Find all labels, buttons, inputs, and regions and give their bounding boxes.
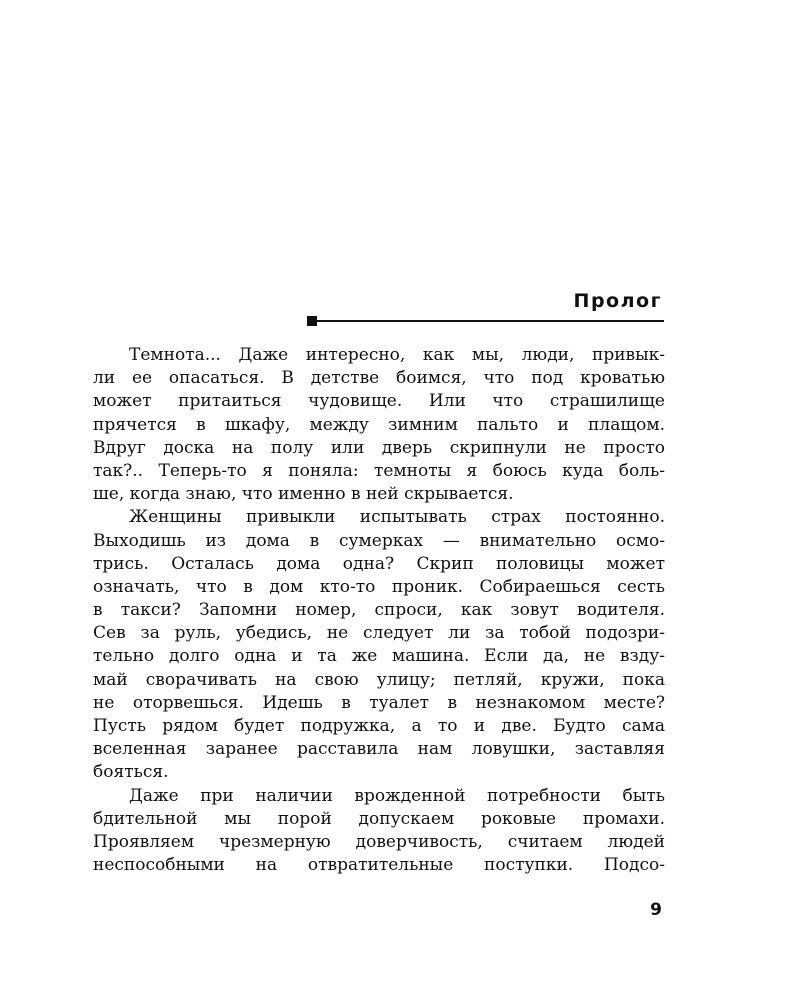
- text-line: Вдруг доска на полу или дверь скрипнули не просто: [93, 437, 665, 458]
- text-line: неспособными на отвратительные поступки. Подсо-: [93, 855, 665, 876]
- text-line: трись. Осталась дома одна? Скрип половицы может: [93, 553, 665, 574]
- text-line: бдительной мы порой допускаем роковые промахи.: [93, 808, 665, 829]
- chapter-title: Пролог: [573, 290, 662, 312]
- text-line: Женщины привыкли испытывать страх постоянно.: [129, 507, 665, 528]
- title-rule: [310, 320, 664, 322]
- text-line: тельно долго одна и та же машина. Если да, не взду-: [93, 646, 665, 667]
- text-line: может притаиться чудовище. Или что страшилище: [93, 391, 665, 412]
- text-line: бояться.: [93, 762, 169, 783]
- text-line: прячется в шкафу, между зимним пальто и плащом.: [93, 414, 665, 435]
- text-line: май сворачивать на свою улицу; петляй, кружи, пока: [93, 669, 665, 690]
- text-line: Пусть рядом будет подружка, а то и две. Будто сама: [93, 716, 665, 736]
- text-line: Темнота... Даже интересно, как мы, люди, привык-: [129, 345, 665, 365]
- text-line: Проявляем чрезмерную доверчивость, считаем людей: [93, 831, 665, 852]
- text-line: означать, что в дом кто-то проник. Собираешься сесть: [93, 576, 665, 597]
- text-line: не оторвешься. Идешь в туалет в незнакомом месте?: [93, 692, 665, 713]
- text-line: ли ее опасаться. В детстве боимся, что под кроватью: [93, 368, 665, 389]
- page-number: 9: [650, 900, 662, 920]
- text-line: ше, когда знаю, что именно в ней скрывается.: [93, 484, 514, 505]
- text-line: так?.. Теперь-то я поняла: темноты я боюсь куда боль-: [93, 460, 665, 481]
- body-text: [93, 344, 665, 877]
- text-line: Сев за руль, убедись, не следует ли за тобой подозри-: [93, 623, 665, 644]
- text-line: Даже при наличии врожденной потребности быть: [129, 785, 665, 806]
- text-line: Выходишь из дома в сумерках — внимательно осмо-: [93, 530, 665, 551]
- text-line: вселенная заранее расставила нам ловушки, заставляя: [93, 739, 665, 760]
- text-line: в такси? Запомни номер, спроси, как зовут водителя.: [93, 600, 665, 621]
